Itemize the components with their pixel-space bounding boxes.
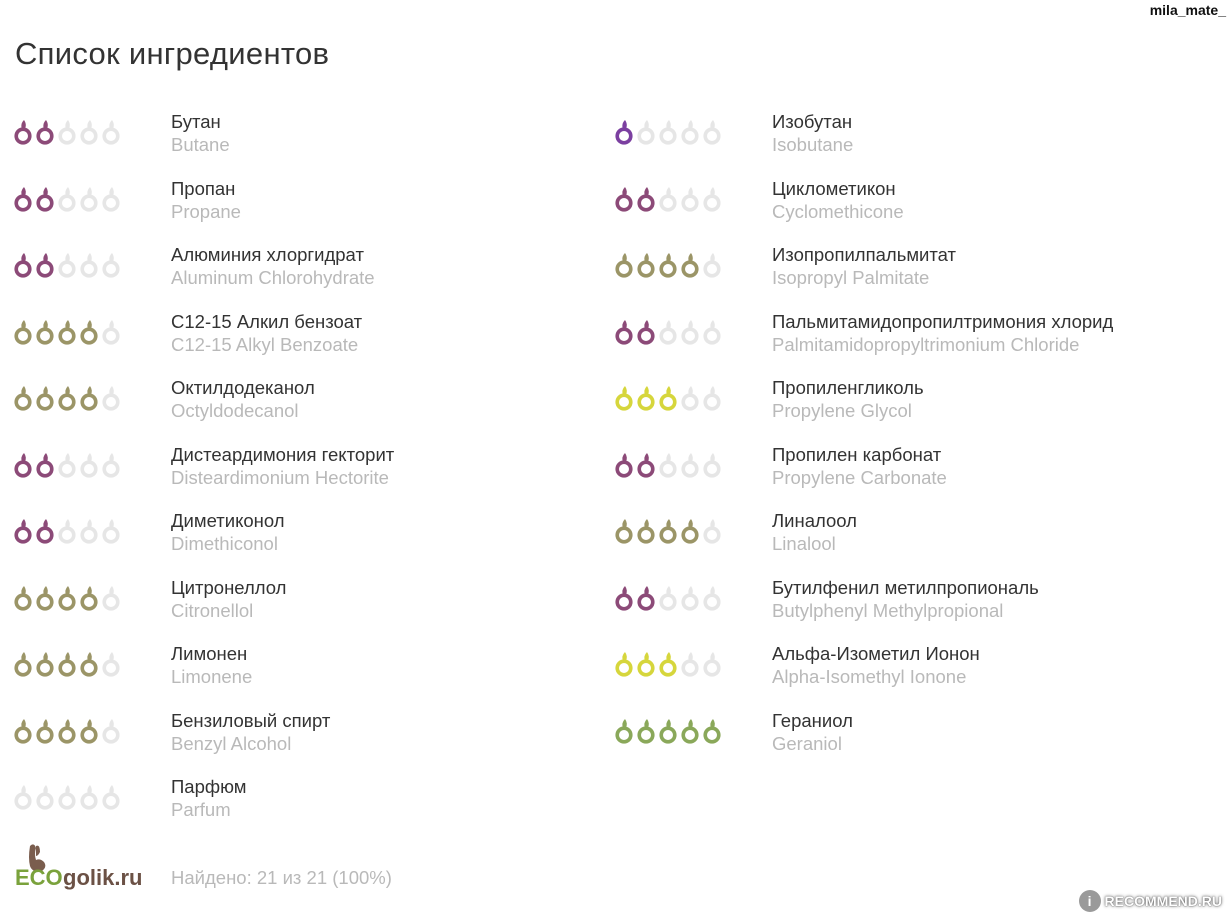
ingredient-name-ru[interactable]: Изопропилпальмитат: [772, 244, 957, 265]
safety-rating: [614, 118, 724, 146]
ingredient-names: [171, 443, 394, 489]
ingredient-name-ru[interactable]: Лимонен: [171, 643, 248, 664]
safety-rating: [614, 517, 724, 545]
filled-drop-icon: [57, 384, 79, 412]
ingredient-row[interactable]: [13, 241, 613, 308]
recommend-logo-icon: i: [1079, 890, 1101, 912]
ingredient-name-ru[interactable]: Изобутан: [772, 111, 853, 132]
filled-drop-icon: [35, 451, 57, 479]
filled-drop-icon: [614, 251, 636, 279]
filled-drop-icon: [614, 451, 636, 479]
ingredient-name-en: Disteardimonium Hectorite: [171, 466, 389, 488]
empty-drop-icon: [101, 517, 123, 545]
safety-rating: [13, 318, 123, 346]
empty-drop-icon: [101, 584, 123, 612]
empty-drop-icon: [101, 118, 123, 146]
ingredient-names: [171, 376, 315, 422]
ingredient-name-ru[interactable]: Пальмитамидопропилтримония хлорид: [772, 310, 1114, 332]
ingredient-row[interactable]: [614, 507, 1214, 574]
safety-rating: [614, 318, 724, 346]
ingredient-names: [171, 310, 362, 356]
ingredient-name-ru[interactable]: Цитронеллол: [171, 576, 287, 598]
filled-drop-icon: [614, 517, 636, 545]
ingredient-row[interactable]: [614, 175, 1214, 242]
safety-rating: [614, 384, 724, 412]
empty-drop-icon: [658, 584, 680, 612]
filled-drop-icon: [13, 584, 35, 612]
ingredient-row[interactable]: [614, 441, 1214, 508]
filled-drop-icon: [35, 318, 57, 346]
ingredient-row[interactable]: [13, 108, 613, 175]
ingredient-name-en: Limonene: [171, 666, 253, 687]
empty-drop-icon: [79, 118, 101, 146]
empty-drop-icon: [702, 517, 724, 545]
ingredient-names: [772, 642, 980, 688]
empty-drop-icon: [101, 318, 123, 346]
ingredient-name-en: Dimethiconol: [171, 533, 278, 554]
ingredient-names: [772, 576, 1039, 622]
safety-rating: [13, 783, 123, 811]
empty-drop-icon: [702, 118, 724, 146]
ingredient-names: [171, 642, 252, 688]
ingredient-name-ru[interactable]: Пропилен карбонат: [772, 443, 942, 465]
filled-drop-icon: [13, 650, 35, 678]
filled-drop-icon: [57, 650, 79, 678]
empty-drop-icon: [13, 783, 35, 811]
empty-drop-icon: [57, 118, 79, 146]
filled-drop-icon: [13, 517, 35, 545]
empty-drop-icon: [35, 783, 57, 811]
filled-drop-icon: [35, 650, 57, 678]
ingredient-names: [171, 509, 285, 555]
empty-drop-icon: [101, 650, 123, 678]
filled-drop-icon: [702, 717, 724, 745]
ingredient-name-en: Propylene Carbonate: [772, 466, 947, 488]
ingredient-name-ru[interactable]: Гераниол: [772, 709, 853, 731]
empty-drop-icon: [101, 384, 123, 412]
filled-drop-icon: [680, 717, 702, 745]
ingredient-name-ru[interactable]: Альфа-Изометил Ионон: [772, 643, 980, 664]
ingredient-name-en: Butylphenyl Methylpropional: [772, 599, 1004, 621]
filled-drop-icon: [614, 717, 636, 745]
ingredient-names: [772, 443, 947, 489]
ingredient-row[interactable]: [13, 374, 613, 441]
ingredient-name-en: Isobutane: [772, 134, 854, 155]
recommend-watermark: [1079, 890, 1222, 912]
filled-drop-icon: [614, 185, 636, 213]
filled-drop-icon: [658, 717, 680, 745]
empty-drop-icon: [658, 118, 680, 146]
ingredient-row[interactable]: [614, 308, 1214, 375]
filled-drop-icon: [636, 384, 658, 412]
safety-rating: [13, 251, 123, 279]
ingredients-left-column: [13, 108, 613, 840]
filled-drop-icon: [636, 251, 658, 279]
ingredient-name-ru[interactable]: Циклометикон: [772, 177, 896, 199]
empty-drop-icon: [101, 451, 123, 479]
filled-drop-icon: [614, 650, 636, 678]
safety-rating: [614, 451, 724, 479]
empty-drop-icon: [680, 384, 702, 412]
filled-drop-icon: [35, 118, 57, 146]
found-count: Найдено: 21 из 21 (100%): [171, 867, 392, 888]
ingredient-row[interactable]: [614, 574, 1214, 641]
ecogolik-logo[interactable]: [14, 842, 149, 892]
filled-drop-icon: [79, 717, 101, 745]
ingredient-name-en: Citronellol: [171, 599, 254, 621]
filled-drop-icon: [57, 584, 79, 612]
empty-drop-icon: [79, 451, 101, 479]
filled-drop-icon: [614, 584, 636, 612]
safety-rating: [614, 717, 724, 745]
filled-drop-icon: [658, 650, 680, 678]
empty-drop-icon: [702, 185, 724, 213]
empty-drop-icon: [680, 118, 702, 146]
empty-drop-icon: [57, 451, 79, 479]
ingredient-name-en: Butane: [171, 134, 230, 155]
ingredient-row[interactable]: [13, 507, 613, 574]
filled-drop-icon: [13, 185, 35, 213]
empty-drop-icon: [680, 185, 702, 213]
ingredient-name-en: Palmitamidopropyltrimonium Chloride: [772, 333, 1080, 355]
filled-drop-icon: [79, 318, 101, 346]
empty-drop-icon: [702, 251, 724, 279]
filled-drop-icon: [636, 650, 658, 678]
ingredient-row[interactable]: [614, 108, 1214, 175]
username[interactable]: mila_mate_: [1149, 2, 1226, 18]
filled-drop-icon: [57, 318, 79, 346]
empty-drop-icon: [79, 185, 101, 213]
ingredient-row[interactable]: [13, 308, 613, 375]
filled-drop-icon: [13, 384, 35, 412]
filled-drop-icon: [57, 717, 79, 745]
empty-drop-icon: [79, 783, 101, 811]
filled-drop-icon: [35, 185, 57, 213]
ingredient-row[interactable]: [13, 574, 613, 641]
empty-drop-icon: [702, 318, 724, 346]
ingredient-row[interactable]: [13, 707, 613, 774]
filled-drop-icon: [636, 584, 658, 612]
safety-rating: [614, 650, 724, 678]
filled-drop-icon: [35, 517, 57, 545]
filled-drop-icon: [658, 517, 680, 545]
filled-drop-icon: [35, 717, 57, 745]
ingredient-name-ru[interactable]: Дистеардимония гекторит: [171, 443, 395, 465]
ingredient-names: [772, 376, 924, 422]
empty-drop-icon: [57, 517, 79, 545]
empty-drop-icon: [57, 185, 79, 213]
filled-drop-icon: [13, 318, 35, 346]
empty-drop-icon: [101, 717, 123, 745]
ingredient-name-en: Alpha-Isomethyl Ionone: [772, 666, 967, 687]
ingredient-names: [772, 709, 853, 755]
empty-drop-icon: [57, 783, 79, 811]
filled-drop-icon: [13, 118, 35, 146]
ingredient-name-en: Propane: [171, 200, 241, 222]
filled-drop-icon: [658, 251, 680, 279]
ingredient-row[interactable]: [614, 640, 1214, 707]
recommend-watermark-text: RECOMMEND.RU: [1104, 893, 1222, 909]
ingredient-row[interactable]: [614, 707, 1214, 774]
empty-drop-icon: [101, 185, 123, 213]
ingredient-names: [171, 576, 286, 622]
ingredient-row[interactable]: [13, 773, 613, 840]
ingredients-right-column: [614, 108, 1214, 773]
filled-drop-icon: [13, 717, 35, 745]
ingredient-name-en: Propylene Glycol: [772, 400, 912, 421]
empty-drop-icon: [101, 783, 123, 811]
empty-drop-icon: [658, 185, 680, 213]
safety-rating: [13, 650, 123, 678]
ingredient-row[interactable]: [13, 441, 613, 508]
safety-rating: [13, 584, 123, 612]
filled-drop-icon: [614, 118, 636, 146]
empty-drop-icon: [79, 517, 101, 545]
safety-rating: [13, 451, 123, 479]
ingredient-name-en: Benzyl Alcohol: [171, 732, 292, 754]
filled-drop-icon: [79, 650, 101, 678]
ingredient-name-en: Isopropyl Palmitate: [772, 267, 930, 288]
filled-drop-icon: [636, 717, 658, 745]
ingredient-names: [171, 110, 230, 156]
ingredient-names: [772, 509, 857, 555]
empty-drop-icon: [680, 584, 702, 612]
safety-rating: [13, 185, 123, 213]
safety-rating: [13, 384, 123, 412]
empty-drop-icon: [702, 650, 724, 678]
safety-rating: [614, 251, 724, 279]
empty-drop-icon: [702, 451, 724, 479]
page-title: Список ингредиентов: [15, 36, 330, 71]
ingredient-row[interactable]: [614, 241, 1214, 308]
filled-drop-icon: [636, 451, 658, 479]
ingredient-name-ru[interactable]: Пропиленгликоль: [772, 377, 924, 398]
safety-rating: [13, 717, 123, 745]
empty-drop-icon: [680, 650, 702, 678]
filled-drop-icon: [614, 318, 636, 346]
empty-drop-icon: [658, 451, 680, 479]
filled-drop-icon: [35, 584, 57, 612]
ingredient-name-ru[interactable]: Линалоол: [772, 510, 857, 531]
empty-drop-icon: [658, 318, 680, 346]
filled-drop-icon: [79, 384, 101, 412]
logo-eco-text: ECO: [15, 865, 63, 890]
empty-drop-icon: [57, 251, 79, 279]
ingredient-names: [171, 243, 375, 289]
filled-drop-icon: [680, 251, 702, 279]
ingredient-names: [772, 110, 853, 156]
safety-rating: [13, 517, 123, 545]
ingredient-names: [171, 775, 246, 821]
filled-drop-icon: [636, 318, 658, 346]
ingredient-name-en: C12-15 Alkyl Benzoate: [171, 333, 359, 355]
safety-rating: [13, 118, 123, 146]
ingredient-name-en: Linalool: [772, 533, 836, 554]
filled-drop-icon: [636, 185, 658, 213]
ingredient-name-ru[interactable]: Бутан: [171, 111, 221, 132]
ingredient-name-en: Cyclomethicone: [772, 200, 904, 222]
ingredient-name-ru[interactable]: C12-15 Алкил бензоат: [171, 310, 363, 332]
ingredient-name-ru[interactable]: Парфюм: [171, 776, 247, 797]
ingredient-names: [772, 177, 904, 223]
ingredient-names: [171, 177, 241, 223]
ingredient-name-en: Octyldodecanol: [171, 400, 299, 421]
ingredient-name-ru[interactable]: Бензиловый спирт: [171, 709, 331, 731]
ingredient-name-ru[interactable]: Октилдодеканол: [171, 377, 315, 398]
filled-drop-icon: [35, 384, 57, 412]
ingredient-name-ru[interactable]: Диметиконол: [171, 510, 285, 531]
filled-drop-icon: [79, 584, 101, 612]
ingredient-name-ru[interactable]: Алюминия хлоргидрат: [171, 244, 364, 265]
empty-drop-icon: [680, 451, 702, 479]
filled-drop-icon: [13, 251, 35, 279]
filled-drop-icon: [680, 517, 702, 545]
empty-drop-icon: [680, 318, 702, 346]
ingredient-names: [772, 310, 1113, 356]
ingredient-names: [171, 709, 330, 755]
empty-drop-icon: [636, 118, 658, 146]
ingredient-row[interactable]: [13, 175, 613, 242]
safety-rating: [614, 584, 724, 612]
ingredient-name-en: Parfum: [171, 799, 231, 820]
ingredient-name-en: Aluminum Chlorohydrate: [171, 267, 375, 288]
ingredient-name-ru[interactable]: Бутилфенил метилпропиональ: [772, 576, 1039, 598]
safety-rating: [614, 185, 724, 213]
filled-drop-icon: [13, 451, 35, 479]
ingredient-name-en: Geraniol: [772, 732, 842, 754]
ingredient-names: [772, 243, 956, 289]
empty-drop-icon: [101, 251, 123, 279]
logo-domain-text: golik.ru: [63, 865, 143, 890]
filled-drop-icon: [35, 251, 57, 279]
filled-drop-icon: [658, 384, 680, 412]
ingredient-row[interactable]: [614, 374, 1214, 441]
empty-drop-icon: [702, 384, 724, 412]
filled-drop-icon: [614, 384, 636, 412]
empty-drop-icon: [702, 584, 724, 612]
ingredient-row[interactable]: [13, 640, 613, 707]
filled-drop-icon: [636, 517, 658, 545]
empty-drop-icon: [79, 251, 101, 279]
ingredient-name-ru[interactable]: Пропан: [171, 177, 236, 199]
